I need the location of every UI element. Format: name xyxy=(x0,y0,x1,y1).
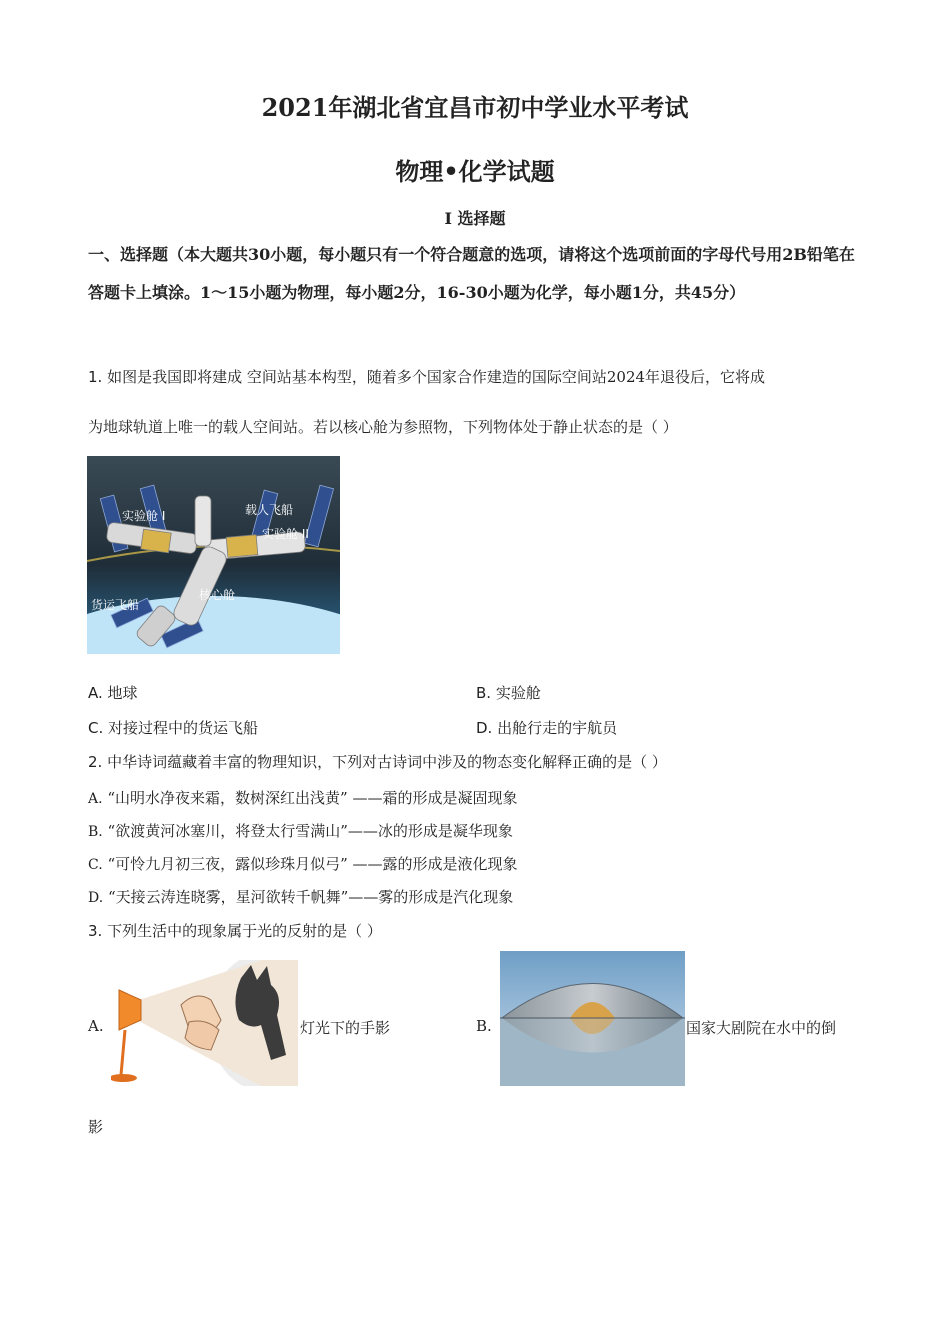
exam-subtitle: 物理•化学试题 xyxy=(395,157,555,186)
q2-option-a-letter: A. xyxy=(88,791,103,807)
q1-option-c-letter: C. xyxy=(88,719,104,737)
label-core-module: 核心舱 xyxy=(199,588,236,602)
q1-option-c-text: 对接过程中的货运飞船 xyxy=(108,719,259,737)
q1-option-b xyxy=(476,682,541,703)
q1-option-d xyxy=(476,717,617,738)
q2-option-d-letter: D. xyxy=(88,890,104,906)
q2-option-b-letter: B. xyxy=(88,824,103,840)
q2-number: 2. xyxy=(88,753,103,771)
q3-option-a-text: 灯光下的手影 xyxy=(300,1019,391,1037)
q2-option-d xyxy=(88,886,513,907)
q1-option-d-text: 出舱行走的宇航员 xyxy=(497,719,618,737)
q3-number: 3. xyxy=(88,922,103,940)
q3-option-b-text: 国家大剧院在水中的倒 xyxy=(686,1019,837,1037)
q1-stem-text-1: 如图是我国即将建成 空间站基本构型，随着多个国家合作建造的国际空间站2024年退役后，它将成 xyxy=(107,368,766,386)
grand-theater-illustration xyxy=(500,951,685,1086)
label-lab-module-2: 实验舱 II xyxy=(262,527,309,541)
q2-option-c-text: “可怜九月初三夜，露似珍珠月似弓” ——露的形成是液化现象 xyxy=(107,855,518,873)
q2-option-b-text: “欲渡黄河冰塞川，将登太行雪满山”——冰的形成是凝华现象 xyxy=(107,822,513,840)
space-station-figure xyxy=(87,456,340,654)
section-instructions: 一、选择题（本大题共30小题，每小题只有一个符合题意的选项，请将这个选项前面的字母代号用2B铅笔在答题卡上填涂。1～15小题为物理，每小题2分，16-30小题为化学，每小题1分，共45分） xyxy=(88,245,855,302)
q1-option-a-letter: A. xyxy=(88,684,103,702)
hand-shadow-figure xyxy=(111,960,298,1086)
label-crewed-ship: 载人飞船 xyxy=(245,503,294,517)
q2-option-b xyxy=(88,820,513,841)
label-cargo-ship: 货运飞船 xyxy=(91,598,140,612)
q3-stem-text: 下列生活中的现象属于光的反射的是（ ） xyxy=(107,922,382,940)
space-station-illustration xyxy=(87,456,340,654)
q3-option-a-letter: A. xyxy=(88,1017,104,1035)
q1-number: 1. xyxy=(88,368,103,386)
grand-theater-figure xyxy=(500,951,685,1086)
section-heading: I 选择题 xyxy=(444,209,506,228)
q2-stem xyxy=(88,751,667,772)
q2-option-a-text: “山明水净夜来霜，数树深红出浅黄” ——霜的形成是凝固现象 xyxy=(107,789,518,807)
q3-option-b-wrap: 影 xyxy=(88,1118,104,1136)
q1-option-a xyxy=(88,682,138,703)
q3-option-b-letter: B. xyxy=(476,1017,492,1035)
q1-stem-line2: 为地球轨道上唯一的载人空间站。若以核心舱为参照物，下列物体处于静止状态的是（ ） xyxy=(88,418,678,436)
label-lab-module-1: 实验舱 I xyxy=(122,509,166,523)
exam-title: 2021年湖北省宜昌市初中学业水平考试 xyxy=(261,93,689,122)
q1-option-c xyxy=(88,717,258,738)
q1-stem-line1 xyxy=(88,366,765,387)
q1-option-b-text: 实验舱 xyxy=(495,684,541,702)
q2-option-d-text: “天接云涛连晓雾，星河欲转千帆舞”——雾的形成是汽化现象 xyxy=(107,888,514,906)
q2-option-c xyxy=(88,853,518,874)
q3-stem xyxy=(88,920,382,941)
q2-stem-text: 中华诗词蕴藏着丰富的物理知识，下列对古诗词中涉及的物态变化解释正确的是（ ） xyxy=(107,753,667,771)
q1-option-b-letter: B. xyxy=(476,684,492,702)
hand-shadow-illustration xyxy=(111,960,298,1086)
q1-option-d-letter: D. xyxy=(476,719,493,737)
q1-option-a-text: 地球 xyxy=(107,684,138,702)
q2-option-c-letter: C. xyxy=(88,857,103,873)
q2-option-a xyxy=(88,787,517,808)
